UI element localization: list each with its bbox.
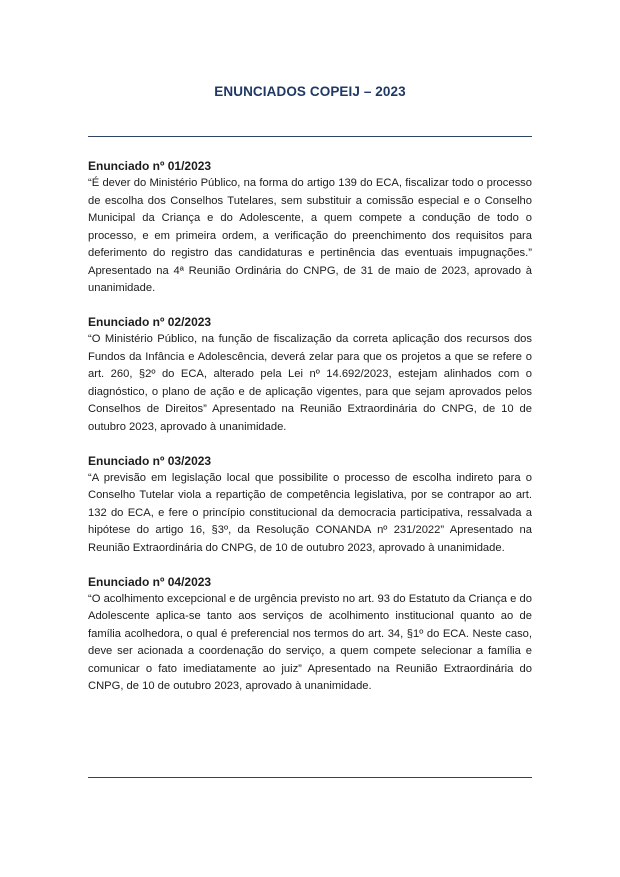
- statement-heading: Enunciado nº 03/2023: [88, 453, 212, 468]
- statement-item: [88, 453, 532, 558]
- statement-text: “O acolhimento excepcional e de urgência previsto no art. 93 do Estatuto da Criança e do Adolescente aplica-se tanto aos serviços de acolhimento institucional quanto ao de família acolhedora, o qual é preferencial nos termos do art. 34, §1º do ECA. Neste caso, deve ser acionada a coordenação do serviço, a quem compete selecionar a família e comunicar o fato imediatamente ao juiz” Apresentado na Reunião Extraordinária do CNPG, de 10 de outubro 2023, aprovado à unanimidade.: [88, 592, 532, 692]
- statement-item: [88, 314, 532, 436]
- statement-text: “O Ministério Público, na função de fiscalização da correta aplicação dos recursos dos Fundos da Infância e Adolescência, deverá zelar para que os projetos a que se refere o art. 260, §2º do ECA, alterado pela Lei nº 14.692/2023, estejam alinhados com o diagnóstico, o plano de ação e de aplicação vigentes, para que sejam aprovados pelos Conselhos de Direitos” Apresentado na Reunião Extraordinária do CNPG, de 10 de outubro 2023, aprovado à unanimidade.: [88, 333, 532, 433]
- statement-heading: Enunciado nº 04/2023: [88, 574, 212, 589]
- top-divider: [88, 136, 532, 137]
- bottom-divider: [88, 777, 532, 778]
- statement-item: [88, 158, 532, 298]
- statement-heading: Enunciado nº 02/2023: [88, 315, 212, 329]
- statements-list: [88, 158, 532, 712]
- statement-heading: Enunciado nº 01/2023: [88, 159, 212, 173]
- statement-item: [88, 574, 532, 696]
- statement-text: “É dever do Ministério Público, na forma do artigo 139 do ECA, fiscalizar todo o processo de escolha dos Conselhos Tutelares, sem substituir a comissão especial e o Conselho Municipal da Criança e do Adolescente, a quem compete a condução de todo o processo, e em primeira ordem, a verificação do preenchimento dos requisitos para deferimento do registro das candidaturas e pertinência das eventuais impugnações.” Apresentado na 4ª Reunião Ordinária do CNPG, de 31 de maio de 2023, aprovado à unanimidade.: [88, 177, 532, 294]
- document-title: ENUNCIADOS COPEIJ – 2023: [214, 84, 406, 99]
- statement-text: “A previsão em legislação local que possibilite o processo de escolha indireto para o Conselho Tutelar viola a repartição de competência legislativa, por se contrapor ao art. 132 do ECA, e fere o princípio constitucional da democracia participativa, ressalvada a hipótese do artigo 16, §3º, da Resolução CONANDA nº 231/2022” Apresentado na Reunião Extraordinária do CNPG, de 10 de outubro 2023, aprovado à unanimidade.: [88, 471, 532, 554]
